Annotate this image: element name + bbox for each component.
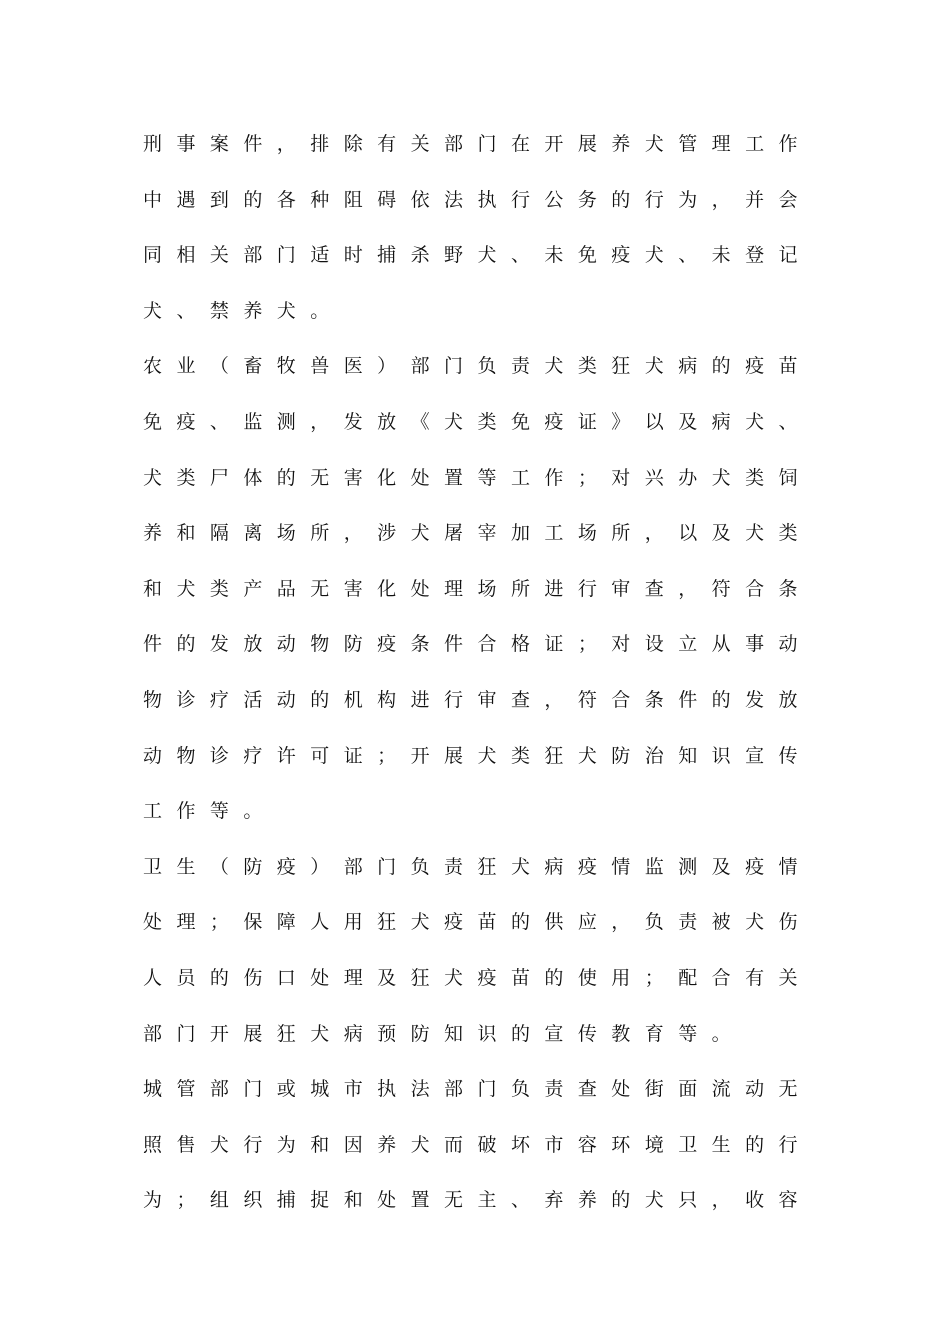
text-line: 农业（畜牧兽医）部门负责犬类狂犬病的疫苗 (143, 355, 813, 378)
text-line: 为；组织捕捉和处置无主、弃养的犬只，收容 (143, 1189, 813, 1212)
text-line: 同相关部门适时捕杀野犬、未免疫犬、未登记 (143, 244, 813, 267)
text-line: 中遇到的各种阻碍依法执行公务的行为，并会 (143, 188, 813, 211)
body-text (143, 117, 823, 1229)
text-line: 物诊疗活动的机构进行审查，符合条件的发放 (143, 688, 813, 711)
text-line: 犬、禁养犬。 (143, 299, 344, 322)
text-line: 处理；保障人用狂犬疫苗的供应，负责被犬伤 (143, 911, 813, 934)
text-line: 和犬类产品无害化处理场所进行审查，符合条 (143, 577, 813, 600)
text-line: 件的发放动物防疫条件合格证；对设立从事动 (143, 633, 813, 656)
text-line: 人员的伤口处理及狂犬疫苗的使用；配合有关 (143, 966, 813, 989)
text-line: 城管部门或城市执法部门负责查处街面流动无 (143, 1078, 813, 1101)
text-line: 动物诊疗许可证；开展犬类狂犬防治知识宣传 (143, 744, 813, 767)
text-line: 工作等。 (143, 800, 277, 823)
text-line: 部门开展狂犬病预防知识的宣传教育等。 (143, 1022, 746, 1045)
text-line: 刑事案件，排除有关部门在开展养犬管理工作 (143, 133, 813, 155)
text-line: 犬类尸体的无害化处置等工作；对兴办犬类饲 (143, 466, 813, 489)
text-line: 免疫、监测，发放《犬类免疫证》以及病犬、 (143, 410, 813, 433)
text-line: 卫生（防疫）部门负责狂犬病疫情监测及疫情 (143, 855, 813, 878)
text-line: 照售犬行为和因养犬而破坏市容环境卫生的行 (143, 1133, 813, 1156)
text-line: 养和隔离场所，涉犬屠宰加工场所，以及犬类 (143, 522, 813, 545)
